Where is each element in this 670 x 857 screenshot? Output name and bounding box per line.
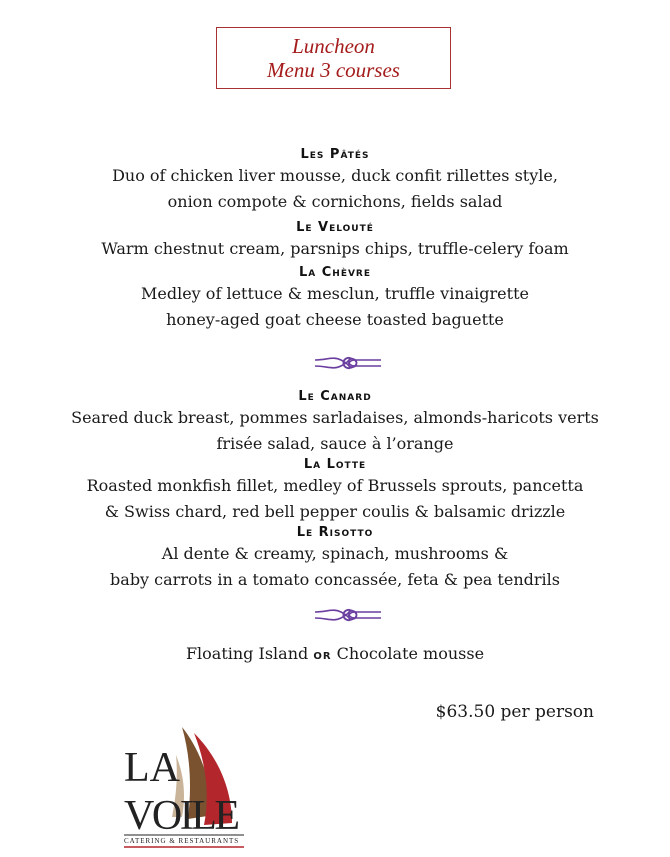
- course-desc-line: Warm chestnut cream, parsnips chips, truffle-celery foam: [101, 239, 569, 258]
- menu-title-box: [216, 27, 451, 89]
- course-les-pates: [0, 147, 670, 215]
- course-name: Les Pâtés: [300, 147, 370, 162]
- logo-line1: LA: [124, 745, 180, 791]
- course-le-canard: [0, 389, 670, 457]
- course-desc-line: Duo of chicken liver mousse, duck confit rillettes style,: [112, 166, 558, 185]
- price-per-person: $63.50 per person: [435, 702, 594, 722]
- course-le-veloute: [0, 220, 670, 262]
- la-voile-logo: [120, 725, 250, 849]
- dessert-option-1: Floating Island: [185, 644, 309, 663]
- course-desc-line: Al dente & creamy, spinach, mushrooms &: [161, 544, 509, 563]
- course-desc-line: frisée salad, sauce à l’orange: [216, 434, 454, 453]
- course-name: Le Canard: [298, 389, 372, 404]
- course-desc-line: Seared duck breast, pommes sarladaises, almonds-haricots verts: [71, 408, 599, 427]
- course-desc-line: honey-aged goat cheese toasted baguette: [166, 310, 504, 329]
- course-la-chevre: [0, 265, 670, 333]
- logo-line2: VOILE: [124, 793, 240, 839]
- menu-title-line2: Menu 3 courses: [267, 58, 400, 82]
- course-name: Le Velouté: [296, 220, 374, 235]
- course-la-lotte: [0, 457, 670, 525]
- logo-tagline: CATERING & RESTAURANTS: [124, 837, 240, 845]
- course-name: La Chèvre: [298, 265, 372, 280]
- course-desc-line: baby carrots in a tomato concassée, feta & pea tendrils: [110, 570, 560, 589]
- course-name: La Lotte: [303, 457, 367, 472]
- course-desc-line: Roasted monkfish fillet, medley of Brussels sprouts, pancetta: [86, 476, 584, 495]
- course-desc-line: & Swiss chard, red bell pepper coulis & balsamic drizzle: [104, 502, 566, 521]
- course-desc-line: Medley of lettuce & mesclun, truffle vinaigrette: [141, 284, 529, 303]
- course-desc-line: onion compote & cornichons, fields salad: [167, 192, 503, 211]
- menu-title-line1: Luncheon: [292, 34, 375, 58]
- dessert-line: [0, 643, 670, 666]
- dessert-option-2: Chocolate mousse: [336, 644, 485, 663]
- course-name: Le Risotto: [296, 525, 374, 540]
- knot-divider-icon: [313, 604, 383, 626]
- knot-divider-icon: [313, 352, 383, 374]
- course-le-risotto: [0, 525, 670, 593]
- dessert-or: or: [313, 647, 332, 663]
